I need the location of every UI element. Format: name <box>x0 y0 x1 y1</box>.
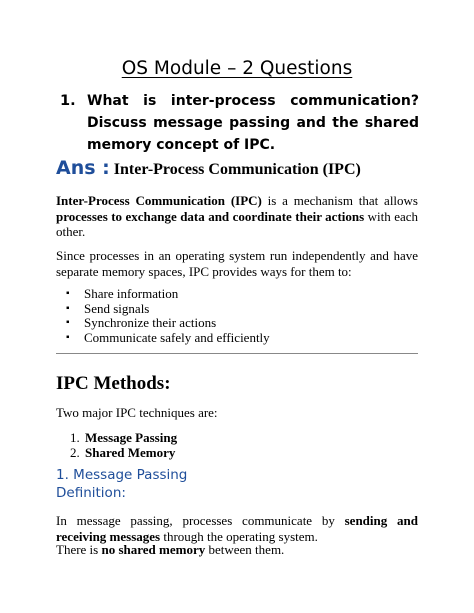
horizontal-divider <box>56 353 418 354</box>
list-number: 2. <box>70 445 80 460</box>
mp-text-1: In message passing, processes communicate by <box>56 513 345 528</box>
list-item-text: Synchronize their actions <box>84 315 217 330</box>
list-item <box>70 445 177 460</box>
list-item <box>70 430 177 445</box>
ipc-definition-paragraph <box>56 193 418 240</box>
method-label: Message Passing <box>85 430 178 445</box>
mp-emphasis: sending and receiving messages <box>56 513 418 544</box>
answer-heading <box>56 157 361 179</box>
list-item <box>64 302 270 317</box>
list-item-text: Share information <box>84 286 179 301</box>
answer-title: Inter-Process Communication (IPC) <box>113 161 361 178</box>
methods-intro: Two major IPC techniques are: <box>56 405 218 420</box>
intro-paragraph: Since processes in an operating system run independently and have separate memory spaces, IPC provides ways for them to: <box>56 248 418 279</box>
methods-heading: IPC Methods: <box>56 373 171 394</box>
list-item <box>64 316 270 331</box>
document-title: OS Module – 2 Questions <box>121 58 353 79</box>
definition-emphasis: processes to exchange data and coordinate their actions <box>56 208 365 224</box>
section-subheading: Definition: <box>56 485 126 501</box>
bullet-icon: ▪ <box>66 331 70 343</box>
question-number: 1. <box>60 93 76 109</box>
list-number: 1. <box>70 430 80 445</box>
bullet-icon: ▪ <box>66 317 70 328</box>
mp-text-2: through the operating system. <box>160 528 318 544</box>
note-emphasis: no shared memory <box>101 542 206 557</box>
bullet-icon: ▪ <box>66 302 70 314</box>
list-item <box>64 287 270 302</box>
message-passing-paragraph <box>56 513 418 544</box>
ipc-purpose-list <box>64 287 270 345</box>
bullet-icon: ▪ <box>66 288 70 299</box>
answer-label: Ans : <box>56 157 110 179</box>
definition-text-2: with each other. <box>56 208 419 239</box>
methods-list <box>70 430 177 460</box>
section-heading: 1. Message Passing <box>56 467 188 483</box>
list-item-text: Communicate safely and efficiently <box>84 329 270 345</box>
list-item <box>64 331 270 346</box>
method-label: Shared Memory <box>85 445 176 460</box>
ipc-term: Inter-Process Communication (IPC) <box>56 193 262 208</box>
note-text-1: There is <box>56 542 102 557</box>
list-item-text: Send signals <box>84 300 150 316</box>
question-text: What is inter-process communication? Discuss message passing and the shared memory concept of IPC. <box>87 93 419 153</box>
definition-text-1: is a mechanism that allows <box>261 193 418 208</box>
note-text-2: between them. <box>205 542 285 557</box>
shared-memory-note <box>56 542 418 558</box>
